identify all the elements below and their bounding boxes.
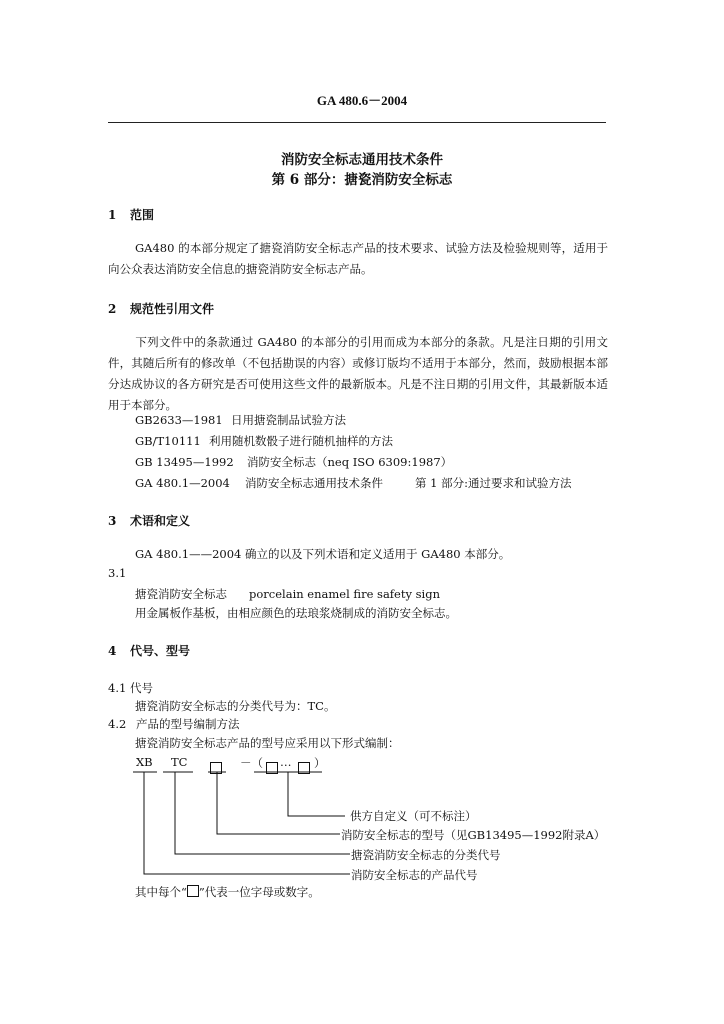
term-number: 3.1: [108, 566, 127, 580]
subsection-number: 4.1: [108, 681, 127, 695]
reference-title: 消防安全标志通用技术条件: [245, 476, 383, 490]
section-number: 4: [108, 644, 117, 658]
reference-code: GA 480.1—2004: [135, 476, 230, 490]
reference-title: 利用随机数骰子进行随机抽样的方法: [209, 434, 393, 448]
reference-code: GB/T10111: [135, 434, 201, 448]
section-title: 规范性引用文件: [130, 302, 215, 316]
section-title: 代号、型号: [130, 644, 191, 658]
note-suffix: ”代表一位字母或数字。: [198, 885, 320, 899]
section-number: 1: [108, 208, 117, 222]
subsection-title: 代号: [130, 681, 153, 695]
section-number: 3: [108, 514, 117, 528]
connector-custom: [288, 772, 345, 816]
code-dash: －（: [240, 756, 263, 770]
code-dots: …: [280, 755, 292, 769]
note-prefix: 其中每个“: [135, 885, 187, 899]
legend-product-code: 消防安全标志的产品代号: [351, 868, 478, 882]
doc-subtitle: 第 6 部分：搪瓷消防安全标志: [271, 172, 453, 188]
reference-code: GB 13495—1992: [135, 455, 234, 469]
paragraph-text: 下列文件中的条款通过 GA480 的本部分的引用而成为本部分的条款。凡是注日期的引用文件，其随后所有的修改单（不包括勘误的内容）或修订版均不适用于本部分，然而，鼓励根据本部分达成协议的各方研究是否可使用这些文件的最新版本。凡是不注日期的引用文件，其最新版本适用于本部分。: [108, 335, 608, 412]
reference-title: 消防安全标志（neq ISO 6309:1987）: [247, 455, 453, 469]
legend-model: 消防安全标志的型号（见GB13495—1992附录A）: [341, 828, 606, 842]
term-english: porcelain enamel fire safety sign: [249, 587, 440, 601]
paragraph-text: GA480 的本部分规定了搪瓷消防安全标志产品的技术要求、试验方法及检验规则等，适用于向公众表达消防安全信息的搪瓷消防安全标志产品。: [108, 241, 608, 276]
section-number: 2: [108, 302, 117, 316]
subsection-number: 4.2: [108, 717, 127, 731]
legend-class-code: 搪瓷消防安全标志的分类代号: [351, 848, 501, 862]
standard-number: GA 480.6－2004: [316, 93, 408, 108]
code-xb: XB: [136, 755, 153, 769]
term-chinese: 搪瓷消防安全标志: [135, 587, 227, 601]
connector-class: [175, 772, 350, 854]
box-note: [135, 884, 320, 900]
code-close: ）: [314, 756, 326, 770]
reference-title: 日用搪瓷制品试验方法: [231, 413, 346, 427]
section-title: 范围: [130, 208, 155, 222]
subsection-4-1-text: 搪瓷消防安全标志的分类代号为：TC。: [135, 699, 336, 713]
term-definition: 用金属板作基板，由相应颜色的珐琅浆烧制成的消防安全标志。: [135, 606, 457, 620]
connector-model: [217, 772, 340, 834]
legend-custom: 供方自定义（可不标注）: [350, 809, 477, 823]
code-tc: TC: [171, 755, 188, 769]
subsection-4-2-text: 搪瓷消防安全标志产品的型号应采用以下形式编制：: [135, 736, 400, 750]
subsection-title: 产品的型号编制方法: [136, 717, 240, 731]
reference-extra: 第 1 部分:通过要求和试验方法: [415, 476, 572, 490]
doc-title: 消防安全标志通用技术条件: [281, 152, 443, 168]
section-title: 术语和定义: [130, 514, 191, 528]
section-3-paragraph: GA 480.1——2004 确立的以及下列术语和定义适用于 GA480 本部分。: [135, 547, 511, 561]
placeholder-box-icon: [187, 885, 199, 897]
reference-code: GB2633—1981: [135, 413, 223, 427]
